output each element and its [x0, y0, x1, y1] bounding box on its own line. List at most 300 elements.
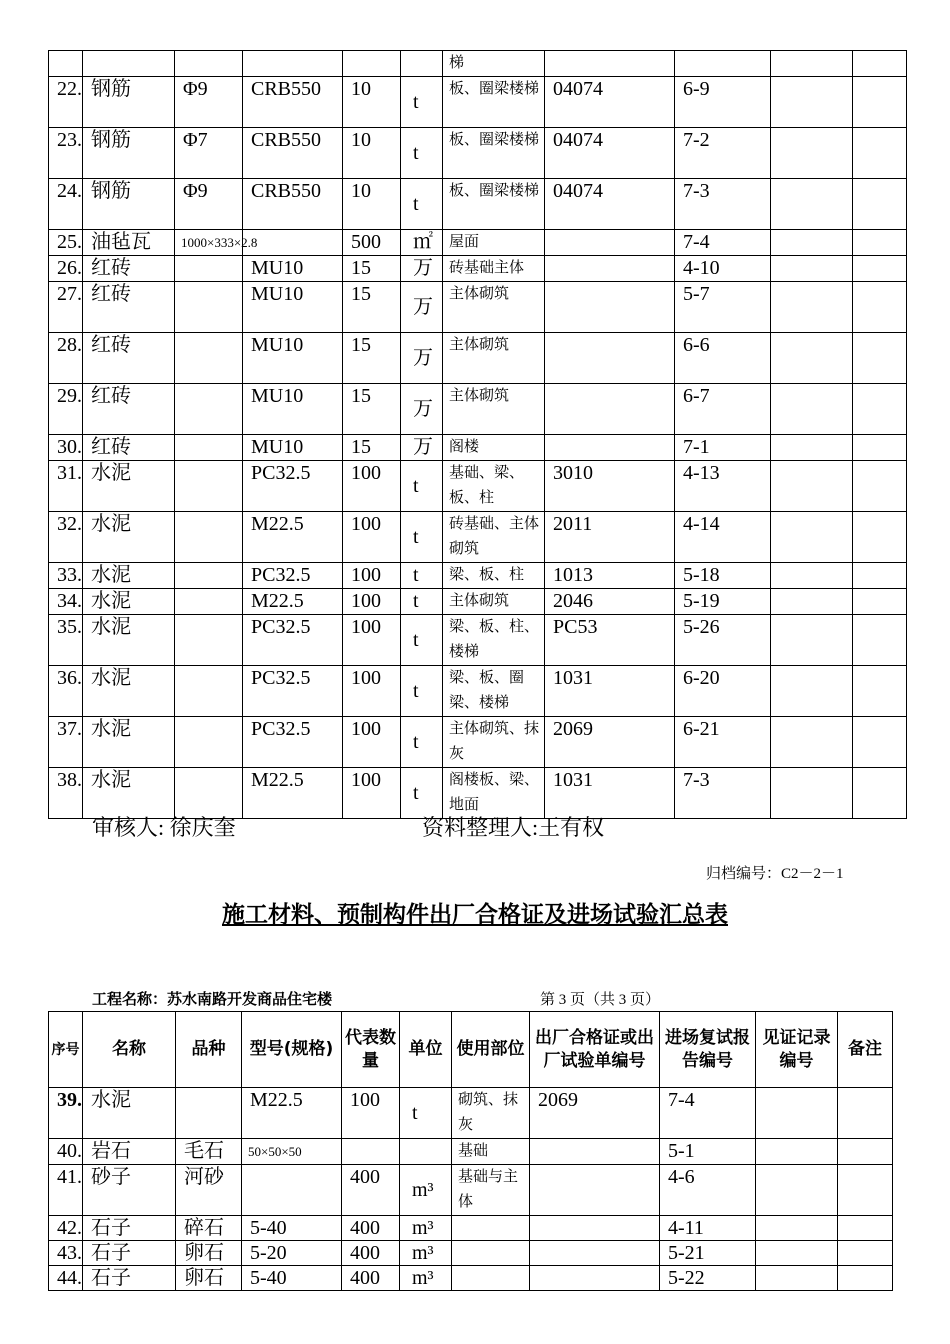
cell-qty: 100	[343, 615, 401, 666]
cell-no: 33.	[49, 563, 83, 589]
cell-part: 基础	[452, 1139, 530, 1165]
archive-number: 归档编号：C2－2－1	[706, 866, 844, 882]
cell-no: 35.	[49, 615, 83, 666]
cell-cert: 1013	[545, 563, 675, 589]
cell-part: 梁、板、圈梁、楼梯	[443, 666, 545, 717]
cell-note	[853, 282, 907, 333]
cell-part: 基础、梁、板、柱	[443, 461, 545, 512]
cell-spec: 5-20	[242, 1241, 342, 1266]
cell-variety	[175, 333, 243, 384]
cell-name: 钢筋	[83, 179, 175, 230]
cell-spec: MU10	[243, 333, 343, 384]
cell-no: 42.	[49, 1216, 83, 1241]
cell-unit: t	[401, 461, 443, 512]
cell-name: 钢筋	[83, 128, 175, 179]
cell-part: 梯	[443, 51, 545, 77]
cell-part	[452, 1241, 530, 1266]
cell-no: 36.	[49, 666, 83, 717]
cell-qty: 15	[343, 333, 401, 384]
header-variety: 品种	[176, 1012, 242, 1088]
materials-summary-table	[48, 1011, 893, 1291]
cell-no: 43.	[49, 1241, 83, 1266]
cell-unit: 万	[401, 256, 443, 282]
cell-unit: t	[401, 179, 443, 230]
table-row	[49, 384, 907, 435]
cell-spec: PC32.5	[243, 615, 343, 666]
cell-witness	[771, 768, 853, 819]
cell-variety	[175, 615, 243, 666]
table-row	[49, 333, 907, 384]
cell-unit: m³	[400, 1216, 452, 1241]
cell-part: 主体砌筑、抹灰	[443, 717, 545, 768]
cell-variety: 河砂	[176, 1165, 242, 1216]
cell-variety	[175, 461, 243, 512]
cell-spec: 5-40	[242, 1266, 342, 1291]
cell-note	[838, 1266, 893, 1291]
cell-witness	[756, 1139, 838, 1165]
cell-name: 水泥	[83, 1088, 176, 1139]
header-cert: 出厂合格证或出厂试验单编号	[530, 1012, 660, 1088]
cell-spec	[243, 51, 343, 77]
cell-report: 6-21	[675, 717, 771, 768]
table-row	[49, 1139, 893, 1165]
cell-name: 石子	[83, 1241, 176, 1266]
header-part: 使用部位	[452, 1012, 530, 1088]
cell-name: 水泥	[83, 615, 175, 666]
cell-variety	[175, 589, 243, 615]
cell-report: 5-18	[675, 563, 771, 589]
cell-note	[853, 435, 907, 461]
cell-report	[675, 51, 771, 77]
cell-cert: 1031	[545, 768, 675, 819]
cell-qty: 100	[343, 717, 401, 768]
cell-unit: m³	[400, 1266, 452, 1291]
header-note: 备注	[838, 1012, 893, 1088]
table-row	[49, 256, 907, 282]
materials-table-body	[49, 51, 907, 819]
cell-note	[853, 51, 907, 77]
cell-spec: 5-40	[242, 1216, 342, 1241]
cell-variety	[175, 717, 243, 768]
cell-no: 37.	[49, 717, 83, 768]
cell-spec: M22.5	[243, 768, 343, 819]
table-row	[49, 1216, 893, 1241]
table-row	[49, 589, 907, 615]
cell-part: 板、圈梁楼梯	[443, 77, 545, 128]
cell-report: 5-7	[675, 282, 771, 333]
cell-name: 岩石	[83, 1139, 176, 1165]
cell-report: 4-11	[660, 1216, 756, 1241]
cell-note	[853, 77, 907, 128]
cell-no: 38.	[49, 768, 83, 819]
cell-qty: 10	[343, 179, 401, 230]
cell-part: 阁楼	[443, 435, 545, 461]
cell-witness	[771, 384, 853, 435]
header-no: 序号	[49, 1012, 83, 1088]
cell-variety	[176, 1088, 242, 1139]
table-row	[49, 230, 907, 256]
cell-no: 44.	[49, 1266, 83, 1291]
cell-no: 29.	[49, 384, 83, 435]
cell-cert: 04074	[545, 128, 675, 179]
cell-note	[853, 717, 907, 768]
cell-no: 22.	[49, 77, 83, 128]
table-row	[49, 512, 907, 563]
cell-variety: 碎石	[176, 1216, 242, 1241]
cell-spec	[242, 1165, 342, 1216]
cell-name: 水泥	[83, 461, 175, 512]
cell-unit: t	[401, 768, 443, 819]
table-row	[49, 666, 907, 717]
cell-unit	[401, 51, 443, 77]
summary-table-body	[49, 1088, 893, 1291]
header-report: 进场复试报告编号	[660, 1012, 756, 1088]
cell-no: 41.	[49, 1165, 83, 1216]
cell-part: 屋面	[443, 230, 545, 256]
cell-report: 4-6	[660, 1165, 756, 1216]
cell-report: 7-3	[675, 179, 771, 230]
cell-no: 40.	[49, 1139, 83, 1165]
cell-witness	[771, 589, 853, 615]
cell-spec	[243, 230, 343, 256]
header-spec: 型号(规格)	[242, 1012, 342, 1088]
cell-cert	[545, 256, 675, 282]
table-row	[49, 1088, 893, 1139]
cell-report: 7-1	[675, 435, 771, 461]
cell-cert	[530, 1165, 660, 1216]
cell-qty: 100	[343, 563, 401, 589]
cell-witness	[771, 282, 853, 333]
cell-variety	[175, 256, 243, 282]
cell-cert	[545, 51, 675, 77]
cell-spec: MU10	[243, 256, 343, 282]
cell-witness	[756, 1266, 838, 1291]
table-row	[49, 461, 907, 512]
cell-note	[853, 589, 907, 615]
cell-cert: 2069	[545, 717, 675, 768]
cell-no: 32.	[49, 512, 83, 563]
cell-spec: M22.5	[242, 1088, 342, 1139]
cell-part	[452, 1216, 530, 1241]
cell-name: 红砖	[83, 282, 175, 333]
cell-cert	[545, 282, 675, 333]
cell-note	[853, 615, 907, 666]
cell-part: 砌筑、抹灰	[452, 1088, 530, 1139]
cell-unit: 万	[401, 333, 443, 384]
cell-cert	[545, 230, 675, 256]
cell-witness	[771, 615, 853, 666]
cell-variety	[175, 384, 243, 435]
cell-note	[853, 179, 907, 230]
compiler-signature: 资料整理人:王有权	[422, 815, 605, 840]
materials-table-continued	[48, 50, 907, 819]
cell-spec: PC32.5	[243, 563, 343, 589]
table-header-row	[49, 1012, 893, 1088]
cell-variety	[175, 51, 243, 77]
cell-witness	[771, 512, 853, 563]
cell-note	[853, 563, 907, 589]
cell-qty: 100	[343, 768, 401, 819]
cell-part: 板、圈梁楼梯	[443, 128, 545, 179]
cell-witness	[771, 51, 853, 77]
cell-report: 6-6	[675, 333, 771, 384]
cell-name: 水泥	[83, 768, 175, 819]
cell-qty: 400	[342, 1216, 400, 1241]
cell-variety	[175, 435, 243, 461]
cell-name: 石子	[83, 1266, 176, 1291]
reviewer-signature: 审核人: 徐庆奎	[92, 815, 236, 840]
cell-unit: t	[401, 666, 443, 717]
cell-spec: 50×50×50	[242, 1139, 342, 1165]
cell-variety: Φ9	[175, 179, 243, 230]
cell-no: 30.	[49, 435, 83, 461]
cell-witness	[771, 230, 853, 256]
cell-variety	[175, 512, 243, 563]
cell-report: 5-19	[675, 589, 771, 615]
cell-spec: PC32.5	[243, 461, 343, 512]
cell-cert	[545, 435, 675, 461]
cell-qty: 100	[343, 666, 401, 717]
cell-report: 4-14	[675, 512, 771, 563]
cell-report: 7-4	[675, 230, 771, 256]
cell-report: 7-3	[675, 768, 771, 819]
cell-note	[853, 384, 907, 435]
cell-report: 5-21	[660, 1241, 756, 1266]
cell-name: 水泥	[83, 563, 175, 589]
cell-spec: MU10	[243, 384, 343, 435]
cell-variety: 卵石	[176, 1241, 242, 1266]
cell-note	[838, 1241, 893, 1266]
cell-variety	[175, 282, 243, 333]
project-name: 工程名称：苏水南路开发商品住宅楼	[92, 990, 333, 1008]
cell-witness	[771, 717, 853, 768]
table-row	[49, 77, 907, 128]
cell-note	[853, 128, 907, 179]
cell-no: 24.	[49, 179, 83, 230]
cell-witness	[771, 256, 853, 282]
cell-report: 7-2	[675, 128, 771, 179]
cell-variety: Φ9	[175, 77, 243, 128]
table-row	[49, 615, 907, 666]
table-row	[49, 179, 907, 230]
cell-name: 水泥	[83, 666, 175, 717]
cell-name: 红砖	[83, 435, 175, 461]
cell-qty: 15	[343, 384, 401, 435]
header-unit: 单位	[400, 1012, 452, 1088]
cell-cert: 2011	[545, 512, 675, 563]
cell-part: 基础与主体	[452, 1165, 530, 1216]
cell-witness	[771, 666, 853, 717]
cell-note	[853, 256, 907, 282]
page-title: 施工材料、预制构件出厂合格证及进场试验汇总表	[222, 902, 728, 928]
cell-witness	[771, 563, 853, 589]
cell-no	[49, 51, 83, 77]
cell-witness	[756, 1165, 838, 1216]
cell-qty: 100	[342, 1088, 400, 1139]
cell-spec: PC32.5	[243, 717, 343, 768]
cell-qty: 15	[343, 282, 401, 333]
cell-name: 油毡瓦	[83, 230, 175, 256]
cell-name: 石子	[83, 1216, 176, 1241]
cell-witness	[771, 128, 853, 179]
cell-no: 31.	[49, 461, 83, 512]
cell-spec: MU10	[243, 435, 343, 461]
cell-name: 砂子	[83, 1165, 176, 1216]
cell-part: 阁楼板、梁、地面	[443, 768, 545, 819]
cell-note	[853, 333, 907, 384]
cell-cert: 2046	[545, 589, 675, 615]
cell-unit: t	[401, 589, 443, 615]
cell-qty: 400	[342, 1165, 400, 1216]
cell-note	[853, 666, 907, 717]
cell-part: 主体砌筑	[443, 333, 545, 384]
cell-cert	[530, 1241, 660, 1266]
cell-part: 板、圈梁楼梯	[443, 179, 545, 230]
cell-note	[853, 768, 907, 819]
table-row	[49, 435, 907, 461]
cell-cert	[530, 1139, 660, 1165]
cell-witness	[756, 1216, 838, 1241]
cell-no: 39.	[49, 1088, 83, 1139]
cell-name: 水泥	[83, 512, 175, 563]
cell-unit: 万	[401, 435, 443, 461]
cell-cert: 1031	[545, 666, 675, 717]
cell-note	[838, 1088, 893, 1139]
cell-qty: 10	[343, 128, 401, 179]
cell-name	[83, 51, 175, 77]
cell-variety: 1000×333×2.8	[175, 230, 243, 256]
table-row	[49, 563, 907, 589]
cell-note	[838, 1165, 893, 1216]
cell-part: 梁、板、柱、楼梯	[443, 615, 545, 666]
header-witness: 见证记录编号	[756, 1012, 838, 1088]
cell-unit: t	[401, 717, 443, 768]
cell-qty: 15	[343, 256, 401, 282]
cell-no: 26.	[49, 256, 83, 282]
cell-report: 4-10	[675, 256, 771, 282]
cell-spec: M22.5	[243, 512, 343, 563]
cell-qty: 15	[343, 435, 401, 461]
cell-report: 7-4	[660, 1088, 756, 1139]
cell-name: 水泥	[83, 717, 175, 768]
cell-part: 砖基础、主体砌筑	[443, 512, 545, 563]
table-row	[49, 282, 907, 333]
cell-variety	[175, 563, 243, 589]
cell-unit: m³	[400, 1241, 452, 1266]
cell-name: 红砖	[83, 256, 175, 282]
cell-unit	[400, 1139, 452, 1165]
cell-qty: 400	[342, 1266, 400, 1291]
cell-witness	[756, 1088, 838, 1139]
cell-variety: Φ7	[175, 128, 243, 179]
cell-no: 34.	[49, 589, 83, 615]
cell-unit: t	[401, 77, 443, 128]
cell-no: 28.	[49, 333, 83, 384]
cell-no: 25.	[49, 230, 83, 256]
cell-part: 砖基础主体	[443, 256, 545, 282]
cell-qty	[343, 51, 401, 77]
cell-part: 主体砌筑	[443, 384, 545, 435]
cell-report: 6-9	[675, 77, 771, 128]
table-row	[49, 717, 907, 768]
table-row	[49, 51, 907, 77]
cell-qty: 10	[343, 77, 401, 128]
table-row	[49, 1165, 893, 1216]
cell-variety: 毛石	[176, 1139, 242, 1165]
cell-report: 6-7	[675, 384, 771, 435]
cell-qty	[342, 1139, 400, 1165]
cell-witness	[771, 77, 853, 128]
cell-note	[853, 230, 907, 256]
table-row	[49, 1266, 893, 1291]
header-name: 名称	[83, 1012, 176, 1088]
cell-note	[838, 1216, 893, 1241]
cell-witness	[756, 1241, 838, 1266]
cell-cert: 2069	[530, 1088, 660, 1139]
cell-no: 27.	[49, 282, 83, 333]
cell-unit: ㎡	[401, 230, 443, 256]
cell-cert	[545, 333, 675, 384]
cell-unit: t	[401, 128, 443, 179]
cell-report: 4-13	[675, 461, 771, 512]
cell-qty: 100	[343, 589, 401, 615]
cell-spec: PC32.5	[243, 666, 343, 717]
cell-spec: CRB550	[243, 179, 343, 230]
table-row	[49, 1241, 893, 1266]
cell-report: 5-1	[660, 1139, 756, 1165]
cell-cert: PC53	[545, 615, 675, 666]
cell-part: 主体砌筑	[443, 282, 545, 333]
cell-unit: t	[401, 563, 443, 589]
cell-variety: 卵石	[176, 1266, 242, 1291]
cell-cert	[530, 1266, 660, 1291]
cell-unit: m³	[400, 1165, 452, 1216]
cell-unit: 万	[401, 384, 443, 435]
cell-unit: t	[401, 615, 443, 666]
cell-witness	[771, 179, 853, 230]
cell-spec: M22.5	[243, 589, 343, 615]
cell-note	[838, 1139, 893, 1165]
cell-cert	[530, 1216, 660, 1241]
cell-spec: MU10	[243, 282, 343, 333]
cell-name: 水泥	[83, 589, 175, 615]
cell-qty: 500	[343, 230, 401, 256]
cell-cert: 3010	[545, 461, 675, 512]
cell-witness	[771, 435, 853, 461]
cell-variety	[175, 666, 243, 717]
cell-part: 梁、板、柱	[443, 563, 545, 589]
cell-note	[853, 512, 907, 563]
cell-report: 5-22	[660, 1266, 756, 1291]
page-number: 第 3 页（共 3 页）	[540, 992, 661, 1008]
cell-no: 23.	[49, 128, 83, 179]
cell-part: 主体砌筑	[443, 589, 545, 615]
table-row	[49, 128, 907, 179]
cell-qty: 100	[343, 512, 401, 563]
cell-cert	[545, 384, 675, 435]
cell-name: 钢筋	[83, 77, 175, 128]
cell-qty: 400	[342, 1241, 400, 1266]
cell-report: 5-26	[675, 615, 771, 666]
cell-witness	[771, 461, 853, 512]
cell-cert: 04074	[545, 77, 675, 128]
cell-cert: 04074	[545, 179, 675, 230]
cell-unit: t	[401, 512, 443, 563]
cell-report: 6-20	[675, 666, 771, 717]
cell-name: 红砖	[83, 333, 175, 384]
cell-unit: t	[400, 1088, 452, 1139]
cell-qty: 100	[343, 461, 401, 512]
